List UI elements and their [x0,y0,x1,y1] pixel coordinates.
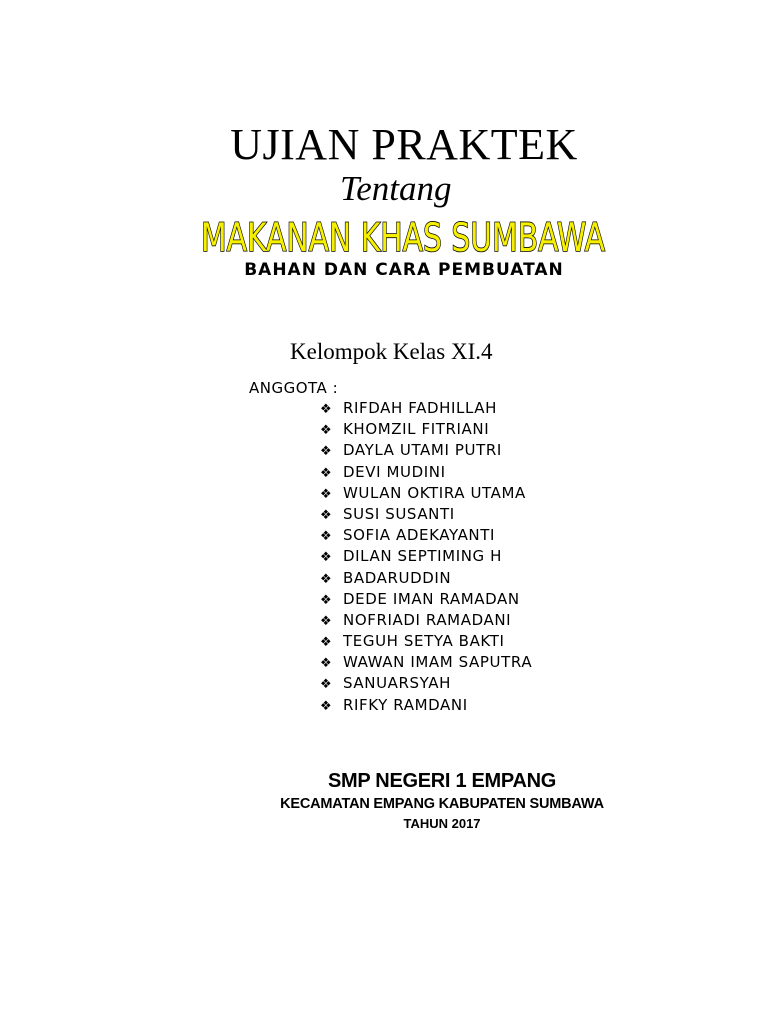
member-item [320,504,532,525]
member-item [320,631,532,652]
member-item [320,610,532,631]
member-name: SOFIA ADEKAYANTI [343,526,496,545]
diamond-bullet-icon: ❖ [320,677,333,693]
member-item [320,652,532,673]
diamond-bullet-icon: ❖ [320,529,333,545]
section-heading: BAHAN DAN CARA PEMBUATAN [244,260,564,280]
member-name: BADARUDDIN [343,568,452,587]
member-name: DEVI MUDINI [343,462,446,481]
group-label: Kelompok Kelas XI.4 [290,339,493,364]
diamond-bullet-icon: ❖ [320,465,333,481]
school-district: KECAMATAN EMPANG KABUPATEN SUMBAWA [280,796,604,812]
topic-wordart [198,214,608,261]
member-item [320,546,532,567]
member-name: SUSI SUSANTI [343,504,455,523]
member-item [320,568,532,589]
member-item [320,462,532,483]
members-list [320,398,532,716]
member-name: RIFKY RAMDANI [343,695,468,714]
diamond-bullet-icon: ❖ [320,550,333,566]
diamond-bullet-icon: ❖ [320,402,333,417]
diamond-bullet-icon: ❖ [320,635,333,651]
diamond-bullet-icon: ❖ [320,444,333,460]
member-item [320,695,532,716]
diamond-bullet-icon: ❖ [320,592,333,608]
member-name: RIFDAH FADHILLAH [343,399,498,417]
member-name: DEDE IMAN RAMADAN [343,589,520,608]
document-title: UJIAN PRAKTEK [230,120,578,169]
member-item [320,525,532,546]
member-name: WAWAN IMAM SAPUTRA [343,653,533,672]
member-name: KHOMZIL FITRIANI [343,420,490,439]
document-subtitle: Tentang [340,169,452,208]
member-item [320,673,532,694]
member-name: NOFRIADI RAMADANI [343,610,512,629]
member-name: DILAN SEPTIMING H [343,547,503,566]
member-name: TEGUH SETYA BAKTI [343,632,505,651]
diamond-bullet-icon: ❖ [320,698,333,714]
school-name: SMP NEGERI 1 EMPANG [327,770,557,792]
diamond-bullet-icon: ❖ [320,423,333,439]
diamond-bullet-icon: ❖ [320,507,333,523]
diamond-bullet-icon: ❖ [320,571,333,587]
member-name: DAYLA UTAMI PUTRI [343,441,502,460]
members-label: ANGGOTA : [249,379,339,397]
topic-wordart-text: MAKANAN KHAS SUMBAWA [201,216,606,261]
member-item [320,589,532,610]
member-item [320,398,532,419]
member-name: SANUARSYAH [343,674,452,693]
document-year: TAHUN 2017 [403,816,481,831]
diamond-bullet-icon: ❖ [320,486,333,502]
member-item [320,440,532,461]
member-name: WULAN OKTIRA UTAMA [343,483,526,502]
diamond-bullet-icon: ❖ [320,613,333,629]
diamond-bullet-icon: ❖ [320,656,333,672]
member-item [320,419,532,440]
member-item [320,483,532,504]
